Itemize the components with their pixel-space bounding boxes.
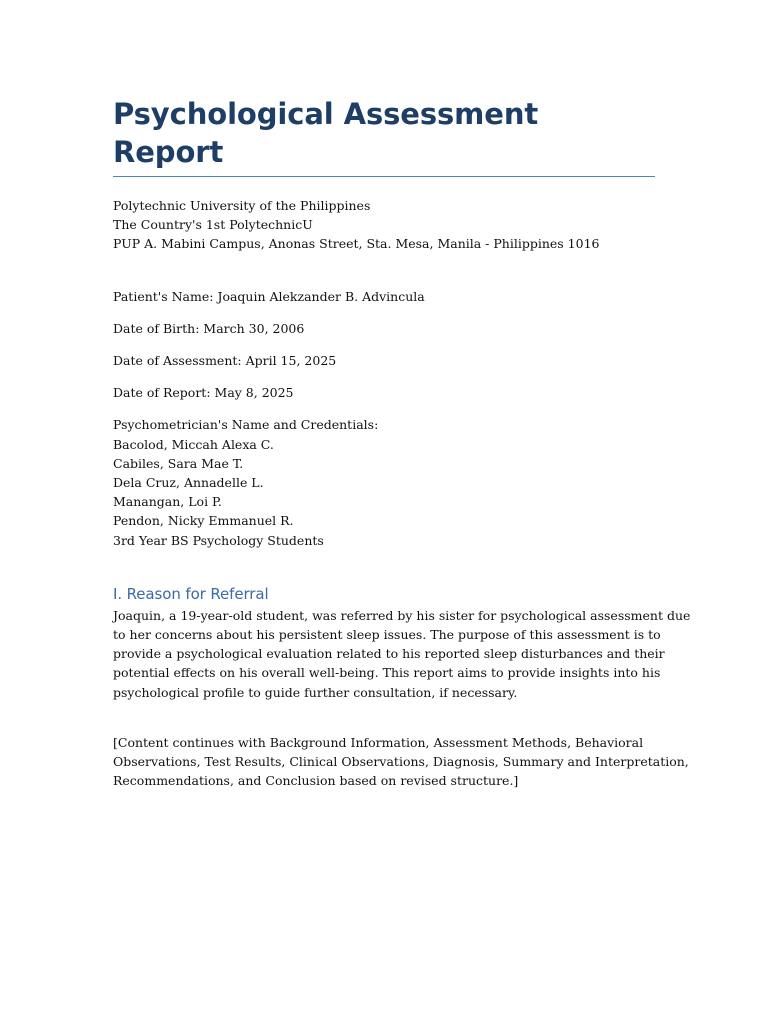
date-of-assessment: Date of Assessment: April 15, 2025 xyxy=(113,353,337,369)
paragraph-line: provide a psychological evaluation related to his reported sleep disturbances and their xyxy=(113,646,665,662)
psychometrician-name: Bacolod, Miccah Alexa C. xyxy=(113,436,274,452)
note-line: Recommendations, and Conclusion based on revised structure.] xyxy=(113,773,519,789)
continuation-note xyxy=(113,733,689,791)
paragraph-line: Joaquin, a 19-year-old student, was referred by his sister for psychological assessment due xyxy=(113,607,691,623)
section-heading-reason-for-referral: I. Reason for Referral xyxy=(113,584,269,603)
institution-block xyxy=(113,196,655,254)
note-line: [Content continues with Background Information, Assessment Methods, Behavioral xyxy=(113,734,644,750)
paragraph-line: to her concerns about his persistent sleep issues. The purpose of this assessment is to xyxy=(113,627,661,643)
psychometrician-name: Cabiles, Sara Mae T. xyxy=(113,455,244,471)
psychometrician-name: Manangan, Loi P. xyxy=(113,494,222,510)
document-content xyxy=(113,95,691,790)
psychometrician-name: Pendon, Nicky Emmanuel R. xyxy=(113,513,294,529)
note-line: Observations, Test Results, Clinical Observations, Diagnosis, Summary and Interpretation, xyxy=(113,754,689,770)
institution-tagline: The Country's 1st PolytechnicU xyxy=(113,217,313,233)
date-of-birth: Date of Birth: March 30, 2006 xyxy=(113,320,305,336)
patient-name: Patient's Name: Joaquin Alekzander B. Advincula xyxy=(113,288,425,304)
patient-info-block xyxy=(113,287,655,403)
paragraph-line: psychological profile to guide further consultation, if necessary. xyxy=(113,684,518,700)
psychometrician-name: Dela Cruz, Annadelle L. xyxy=(113,475,264,491)
institution-address: PUP A. Mabini Campus, Anonas Street, Sta. Mesa, Manila - Philippines 1016 xyxy=(113,236,600,252)
paragraph-line: potential effects on his overall well-being. This report aims to provide insights into his xyxy=(113,665,661,681)
date-of-report: Date of Report: May 8, 2025 xyxy=(113,385,294,401)
psychometricians-block xyxy=(113,415,655,549)
institution-name: Polytechnic University of the Philippines xyxy=(113,198,371,213)
reason-for-referral-paragraph xyxy=(113,606,691,702)
page-title: Psychological Assessment Report xyxy=(113,95,655,177)
psychometricians-credentials: 3rd Year BS Psychology Students xyxy=(113,532,324,548)
psychometricians-label: Psychometrician's Name and Credentials: xyxy=(113,417,379,433)
